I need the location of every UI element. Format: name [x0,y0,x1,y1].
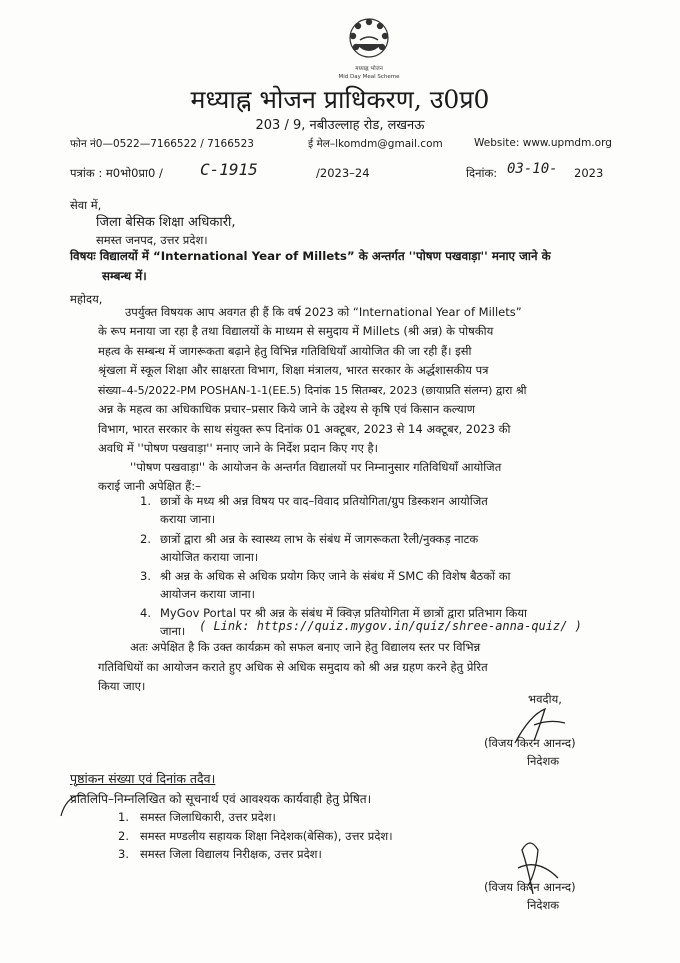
copy-item-text: समस्त जिला विद्यालय निरीक्षक, उत्तर प्रदेश। [140,847,322,861]
activity-number: 4. [140,606,151,620]
para1-line: उपर्युक्त विषयक आप अवगत ही हैं कि वर्ष 2023 को “International Year of Millets” [125,305,522,319]
svg-text:मध्याह्न भोजन: मध्याह्न भोजन [355,66,383,72]
handwritten-quiz-link: ( Link: https://quiz.mygov.in/quiz/shree-anna-quiz/ ) [199,619,582,633]
mid-day-meal-logo-icon [338,14,400,86]
activity-text: आयोजन कराया जाना। [160,587,256,601]
website-url: Website: www.upmdm.org [474,137,612,149]
letter-number-handwritten: C-1915 [200,160,258,179]
endorsement-signatory-designation: निदेशक [527,898,560,912]
letter-year: /2023–24 [316,166,370,180]
para1-line: अन्न के महत्व का अधिकाधिक प्रचार–प्रसार किये जाने के उद्देश्य से कृषि एवं किसान कल्याण [98,402,476,416]
date-year: 2023 [574,166,604,180]
copy-item-number: 3. [118,847,129,861]
bhavdiya: भवदीय, [528,692,562,706]
activity-number: 2. [140,532,151,546]
para1-line: श्रृंखला में स्कूल शिक्षा और साक्षरता विभाग, शिक्षा मंत्रालय, भारत सरकार के अर्द्धशासकीय पत्र [98,363,489,377]
phone-number: फोन नं0—0522—7166522 / 7166523 [70,138,254,150]
recipient-location: समस्त जनपद, उत्तर प्रदेश। [96,233,208,247]
endorsement-signatory-name: (विजय किरन आनन्द) [484,880,576,894]
copy-item-text: समस्त जिलाधिकारी, उत्तर प्रदेश। [140,810,276,824]
copy-item-number: 2. [118,829,129,843]
para1-line: विभाग, भारत सरकार के साथ संयुक्त रूप दिनांक 01 अक्टूबर, 2023 से 14 अक्टूबर, 2023 की [98,422,511,436]
email-address: ई मेल–lkomdm@gmail.com [308,138,443,150]
activity-text: श्री अन्न के अधिक से अधिक प्रयोग किए जाने के संबंध में SMC की विशेष बैठकों का [160,569,511,583]
para1-line: महत्व के सम्बन्ध में जागरूकता बढ़ाने हेतु विभिन्न गतिविधियाँ आयोजित की जा रही हैं। इसी [98,344,472,358]
para2-line: कराई जानी अपेक्षित हैं:– [98,479,201,493]
para3-line: गतिविधियों का आयोजन कराते हुए अधिक से अधिक समुदाय को श्री अन्न ग्रहण करने हेतु प्रेरित [98,660,488,674]
activity-text: छात्रों द्वारा श्री अन्न के स्वास्थ्य लाभ के संबंध में जागरूकता रैली/नुक्कड़ नाटक [160,532,479,546]
para1-line: अवधि में ''पोषण पखवाड़ा'' मनाए जाने के निर्देश प्रदान किए गए है। [98,441,378,455]
activity-number: 1. [140,494,151,508]
activity-text: कराया जाना। [160,512,216,526]
salutation: महोदय, [70,292,103,306]
activity-text: आयोजित कराया जाना। [160,550,259,564]
seva-mein: सेवा में, [70,198,102,212]
letter-number-label: पत्रांक : म0भो0प्रा0 / [70,166,163,180]
para3-line: किया जाए। [98,679,146,693]
signatory-designation: निदेशक [527,754,560,768]
para1-line: के रूप मनाया जा रहा है तथा विद्यालयों के माध्यम से समुदाय में Millets (श्री अन्न) के पोषकीय [98,324,494,338]
activity-text: MyGov Portal पर श्री अन्न के संबंध में क्विज़ प्रतियोगिता में छात्रों द्वारा प्रतिभाग किया [160,606,527,620]
organization-address: 203 / 9, नबीउल्लाह रोड, लखनऊ [255,118,425,133]
subject-line-1: विषयः विद्यालयों में “International Year of Millets” के अन्तर्गत ''पोषण पखवाड़ा'' मनाए जाने के [70,249,551,263]
copy-forward-line: प्रतिलिपि–निम्नलिखित को सूचनार्थ एवं आवश्यक कार्यवाही हेतु प्रेषित। [70,792,372,806]
para3-line: अतः अपेक्षित है कि उक्त कार्यक्रम को सफल बनाए जाने हेतु विद्यालय स्तर पर विभिन्न [130,640,481,654]
copy-item-text: समस्त मण्डलीय सहायक शिक्षा निदेशक(बेसिक), उत्तर प्रदेश। [140,829,393,843]
copy-item-number: 1. [118,810,129,824]
activity-number: 3. [140,569,151,583]
activity-text: जाना। [160,624,186,638]
endorsement-heading: पृष्ठांकन संख्या एवं दिनांक तदैव। [70,771,216,786]
signatory-name: (विजय किरन आनन्द) [484,736,576,750]
date-label: दिनांक: [466,166,498,180]
date-handwritten: 03-10- [507,161,558,177]
organization-name: मध्याह्न भोजन प्राधिकरण, उ0प्र0 [190,85,490,114]
para2-line: ''पोषण पखवाड़ा'' के आयोजन के अन्तर्गत विद्यालयों पर निम्नानुसार गतिविधियाँ आयोजित [130,460,502,474]
subject-line-2: सम्बन्ध में। [102,269,147,283]
svg-text:Mid Day Meal Scheme: Mid Day Meal Scheme [338,74,400,80]
para1-line: संख्या–4-5/2022-PM POSHAN-1-1(EE.5) दिनांक 15 सितम्बर, 2023 (छायाप्रति संलग्न) द्वारा श्री [98,384,527,397]
recipient-officer: जिला बेसिक शिक्षा अधिकारी, [96,215,236,230]
activity-text: छात्रों के मध्य श्री अन्न विषय पर वाद–विवाद प्रतियोगिता/ग्रुप डिस्कशन आयोजित [160,494,488,508]
